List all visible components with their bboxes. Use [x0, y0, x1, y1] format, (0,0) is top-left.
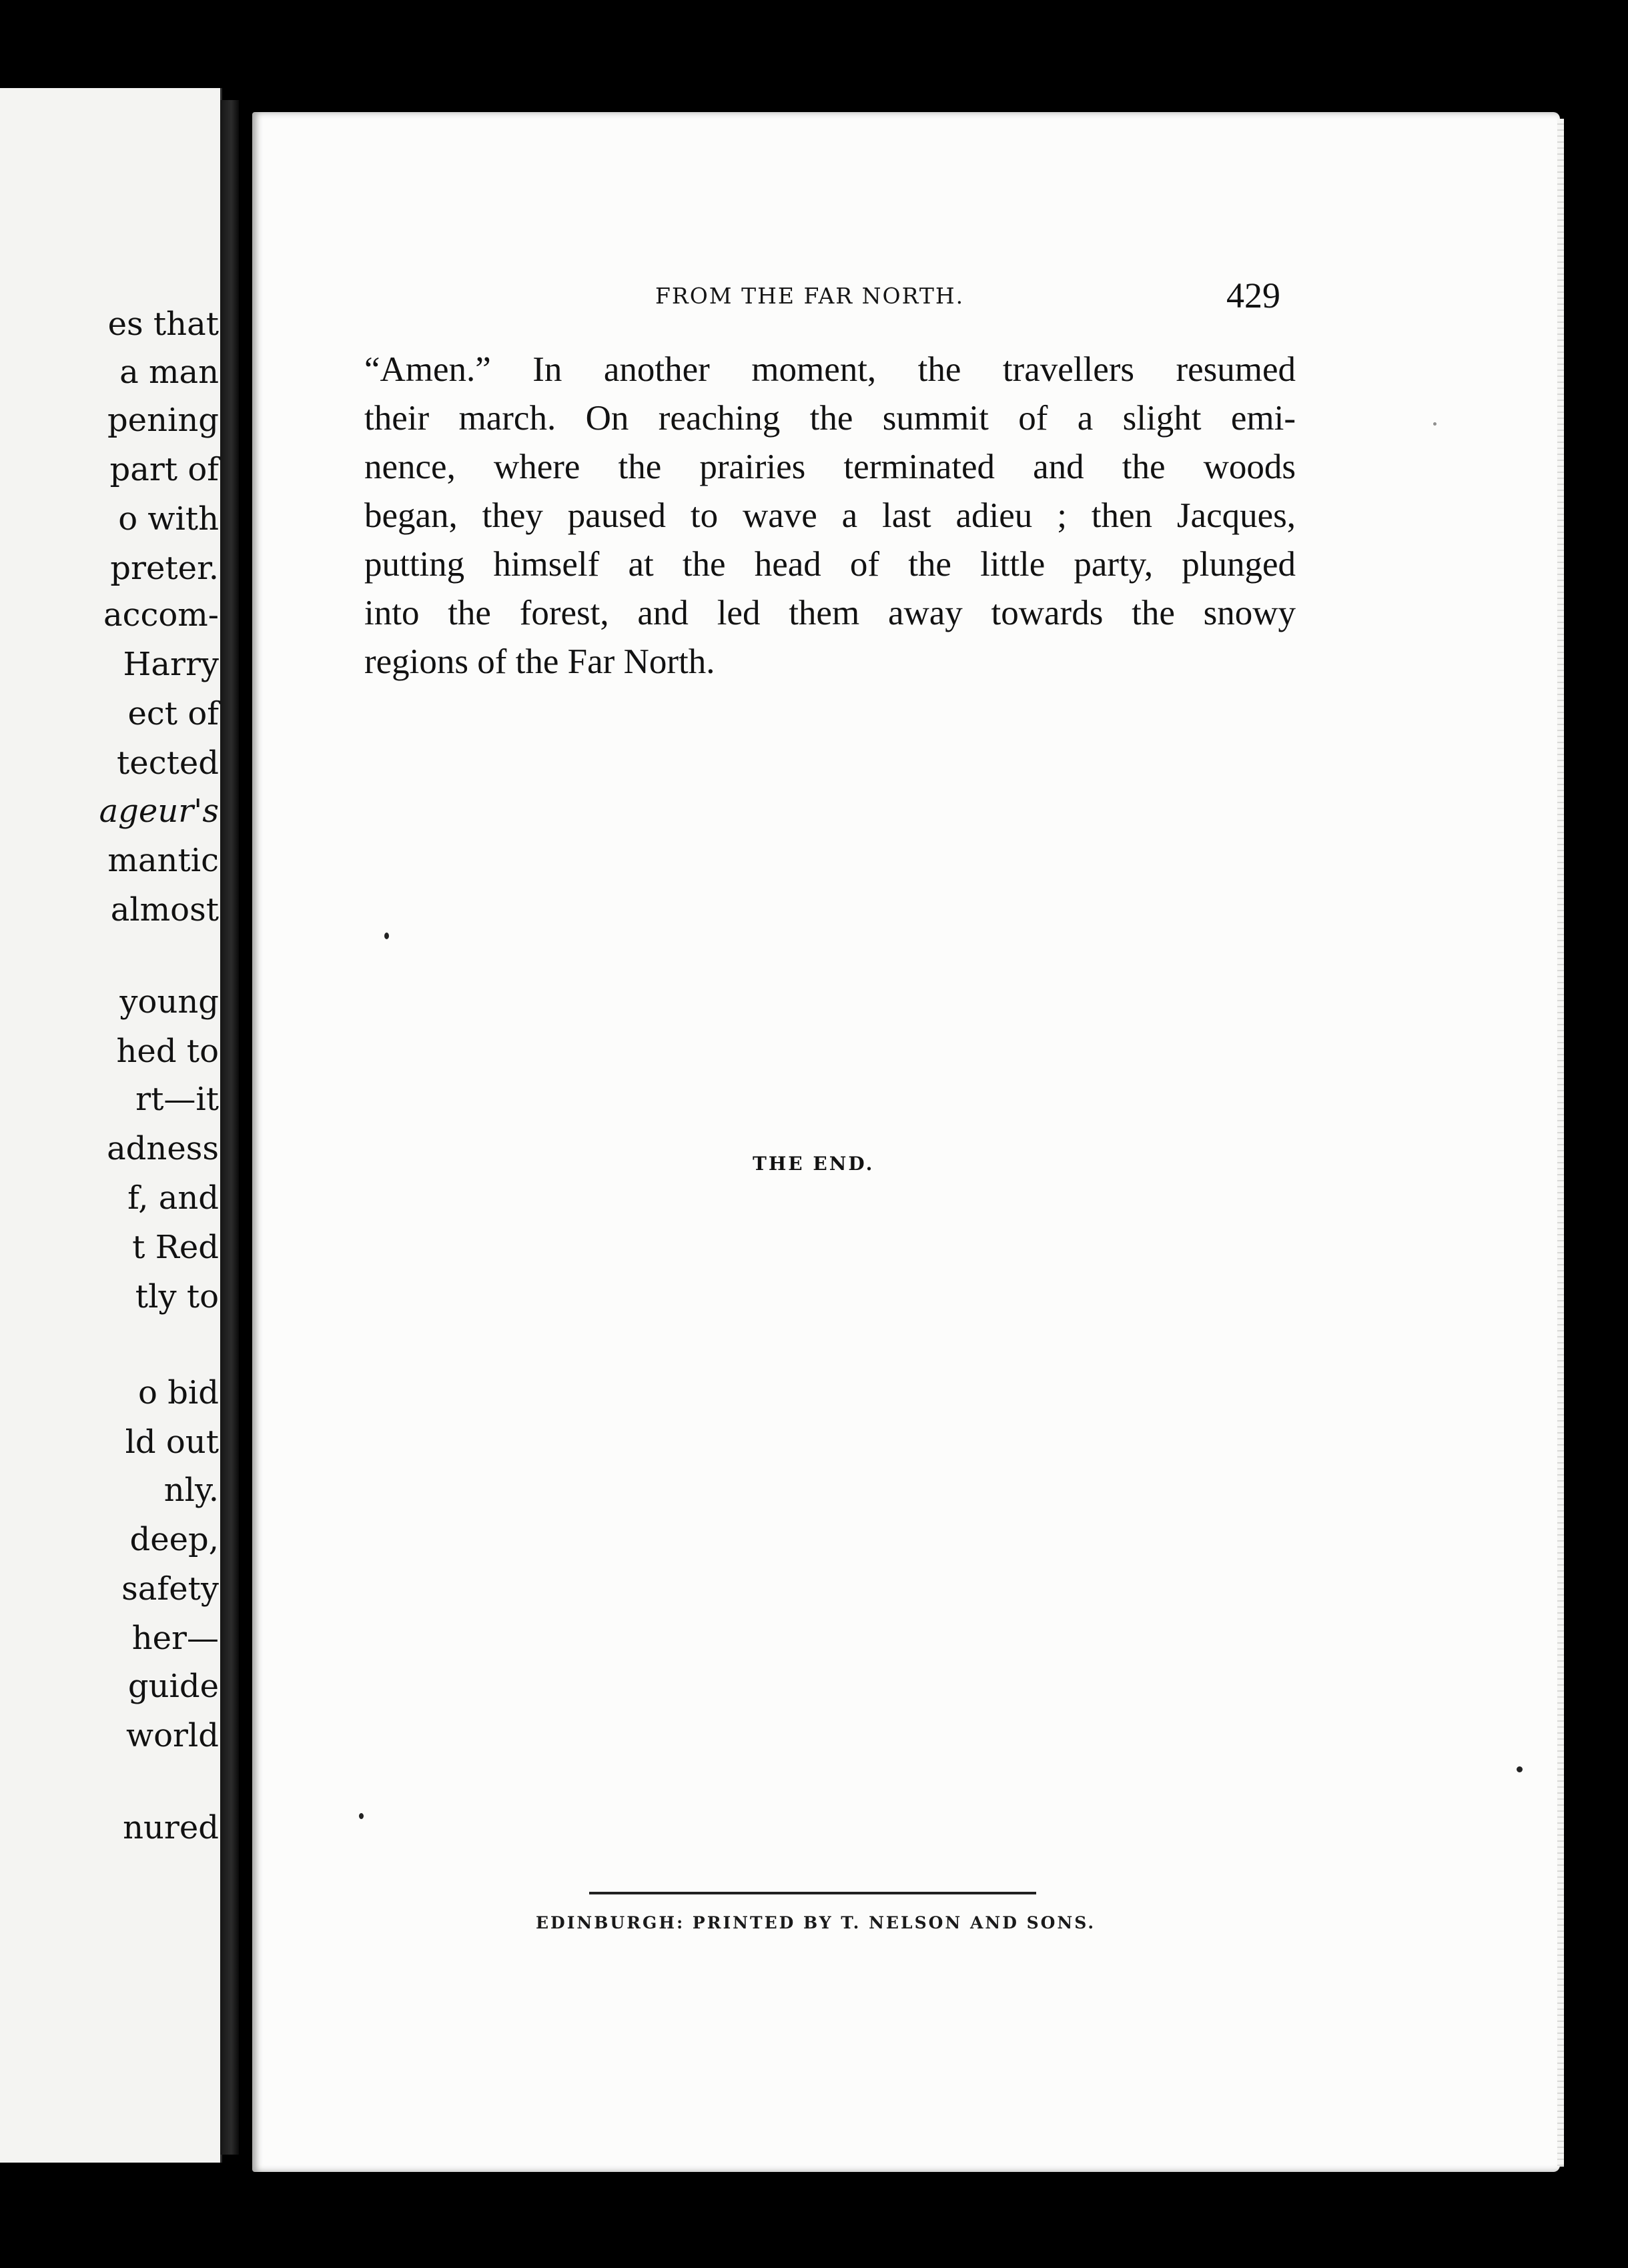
previous-page-line: preter. — [110, 550, 219, 587]
previous-page-line: deep, — [129, 1521, 219, 1558]
previous-page-line: ld out — [125, 1424, 219, 1461]
previous-page-line: accom- — [103, 596, 219, 634]
previous-page-line: t Red — [132, 1229, 219, 1266]
text-line: their march. On reaching the summit of a slight emi- — [364, 399, 1296, 438]
previous-page-line: mantic — [107, 842, 219, 879]
previous-page-fragment — [0, 88, 222, 2163]
previous-page-line: ect of — [127, 695, 219, 732]
ink-speck — [1433, 422, 1437, 426]
text-line: into the forest, and led them away towards the snowy — [364, 594, 1296, 632]
printer-imprint: EDINBURGH: PRINTED BY T. NELSON AND SONS. — [536, 1913, 1096, 1932]
previous-page-line: Harry — [123, 646, 219, 683]
previous-page-line: a man — [119, 354, 219, 391]
previous-page-line: ageur's — [99, 792, 219, 830]
previous-page-line: o bid — [138, 1374, 219, 1411]
book-page — [252, 112, 1560, 2172]
text-line: “Amen.” In another moment, the travellers resumed — [364, 350, 1296, 389]
previous-page-line: hed to — [116, 1033, 219, 1070]
previous-page-line: almost — [110, 891, 219, 929]
previous-page-line: part of — [109, 451, 219, 488]
ink-speck — [384, 933, 389, 939]
book-gutter — [220, 100, 239, 2155]
page-number: 429 — [1226, 275, 1280, 316]
running-head: FROM THE FAR NORTH. — [655, 283, 965, 309]
previous-page-line: adness — [107, 1130, 219, 1167]
body-paragraph — [364, 346, 1296, 686]
ink-speck — [1517, 1766, 1523, 1772]
previous-page-line: tly to — [135, 1278, 219, 1315]
previous-page-line: guide — [127, 1668, 219, 1705]
imprint-divider — [589, 1892, 1036, 1894]
previous-page-line: tected — [117, 744, 219, 782]
text-line: began, they paused to wave a last adieu ; then Jacques, — [364, 496, 1296, 535]
text-line: putting himself at the head of the little party, plunged — [364, 545, 1296, 584]
text-line: nence, where the prairies terminated and the woods — [364, 448, 1296, 486]
previous-page-line: her— — [131, 1620, 219, 1657]
text-line: regions of the Far North. — [364, 642, 715, 681]
previous-page-line: pening — [107, 402, 219, 439]
previous-page-line: safety — [121, 1570, 219, 1608]
previous-page-line: rt—it — [135, 1081, 219, 1118]
the-end-heading: THE END. — [753, 1153, 875, 1175]
previous-page-line: o with — [118, 500, 219, 538]
previous-page-line: world — [125, 1717, 219, 1754]
previous-page-line: f, and — [127, 1179, 219, 1217]
previous-page-line: nured — [123, 1809, 219, 1846]
ink-speck — [359, 1813, 364, 1819]
previous-page-line: nly. — [163, 1472, 219, 1509]
previous-page-line: young — [119, 983, 219, 1021]
previous-page-line: es that — [107, 306, 219, 343]
